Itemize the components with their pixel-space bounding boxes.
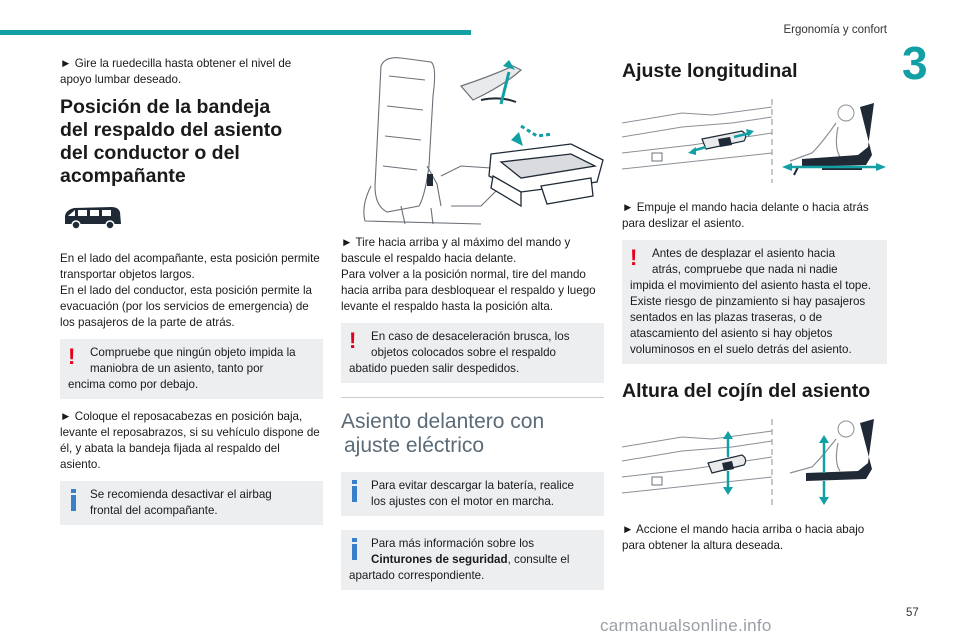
heading-electric-seat: Asiento delantero con ajuste eléctrico bbox=[341, 410, 545, 457]
header-accent-bar bbox=[0, 30, 471, 35]
info-box-seatbelts: Para más información sobre los Cinturones de seguridad, consulte el apartado correspondiente. bbox=[341, 530, 604, 590]
watermark: carmanualsonline.info bbox=[600, 616, 772, 635]
section-divider bbox=[341, 397, 604, 398]
seat-height-diagram bbox=[622, 413, 887, 509]
info-box-battery: Para evitar descargar la batería, realice los ajustes con el motor en marcha. bbox=[341, 472, 604, 516]
heading-tray-position: Posición de la bandeja del respaldo del asiento del conductor o del acompañante bbox=[60, 96, 283, 187]
warning-box: ! Compruebe que ningún objeto impida la maniobra de un asiento, tanto por encima como por debajo. bbox=[60, 339, 323, 399]
warning-icon: ! bbox=[349, 328, 357, 353]
column-3 bbox=[622, 56, 887, 562]
column-2 bbox=[341, 56, 604, 600]
seatbelt-link-text: Cinturones de seguridad bbox=[371, 553, 508, 566]
step-headrest: ► Coloque el reposacabezas en posición baja, levante el reposabrazos, si su vehículo dispone de él, y abata la bandeja fijada al respaldo del asiento. bbox=[60, 410, 320, 471]
step-tilt: ► Tire hacia arriba y al máximo del mando y bascule el respaldo hacia delante. Para volver a la posición normal, tire del mando hacia arriba para desbloquear el respaldo y luego levante el respaldo hasta la posición alta. bbox=[341, 236, 596, 313]
section-title: Ergonomía y confort bbox=[783, 24, 887, 36]
van-icon bbox=[62, 204, 124, 232]
info-icon bbox=[349, 480, 361, 502]
warning-icon: ! bbox=[630, 245, 638, 270]
step-slide: ► Empuje el mando hacia delante o hacia atrás para deslizar el asiento. bbox=[622, 201, 869, 230]
seat-slide-diagram bbox=[622, 93, 887, 185]
heading-cushion-height: Altura del cojín del asiento bbox=[622, 380, 871, 402]
para-passenger: En el lado del acompañante, esta posición permite transportar objetos largos. En el lado del conductor, esta posición permite la evacuación (por los servicios de emergencia) de los pasajeros de la parte de atrás. bbox=[60, 252, 320, 329]
seat-diagram bbox=[341, 56, 604, 226]
info-box: Se recomienda desactivar el airbag frontal del acompañante. bbox=[60, 481, 323, 525]
intro-step: ► Gire la ruedecilla hasta obtener el nivel de apoyo lumbar deseado. bbox=[60, 57, 292, 86]
step-height: ► Accione el mando hacia arriba o hacia abajo para obtener la altura deseada. bbox=[622, 523, 865, 552]
warning-icon: ! bbox=[68, 344, 76, 369]
warning-box-deceleration: ! En caso de desaceleración brusca, los objetos colocados sobre el respaldo abatido pueden salir despedidos. bbox=[341, 323, 604, 383]
column-1 bbox=[60, 56, 323, 535]
page-number: 57 bbox=[906, 607, 919, 619]
warning-box-slide: ! Antes de desplazar el asiento hacia atrás, compruebe que nada ni nadie impida el movimiento del asiento hasta el tope. Existe riesgo de pinzamiento si hay pasajeros sentados en las plazas traseras, o de atascamiento del asiento si hay objetos voluminosos en el suelo detrás del asiento. bbox=[622, 240, 887, 364]
heading-longitudinal: Ajuste longitudinal bbox=[622, 60, 798, 82]
info-icon bbox=[349, 538, 361, 560]
chapter-number: 3 bbox=[902, 37, 928, 89]
info-icon bbox=[68, 489, 80, 511]
